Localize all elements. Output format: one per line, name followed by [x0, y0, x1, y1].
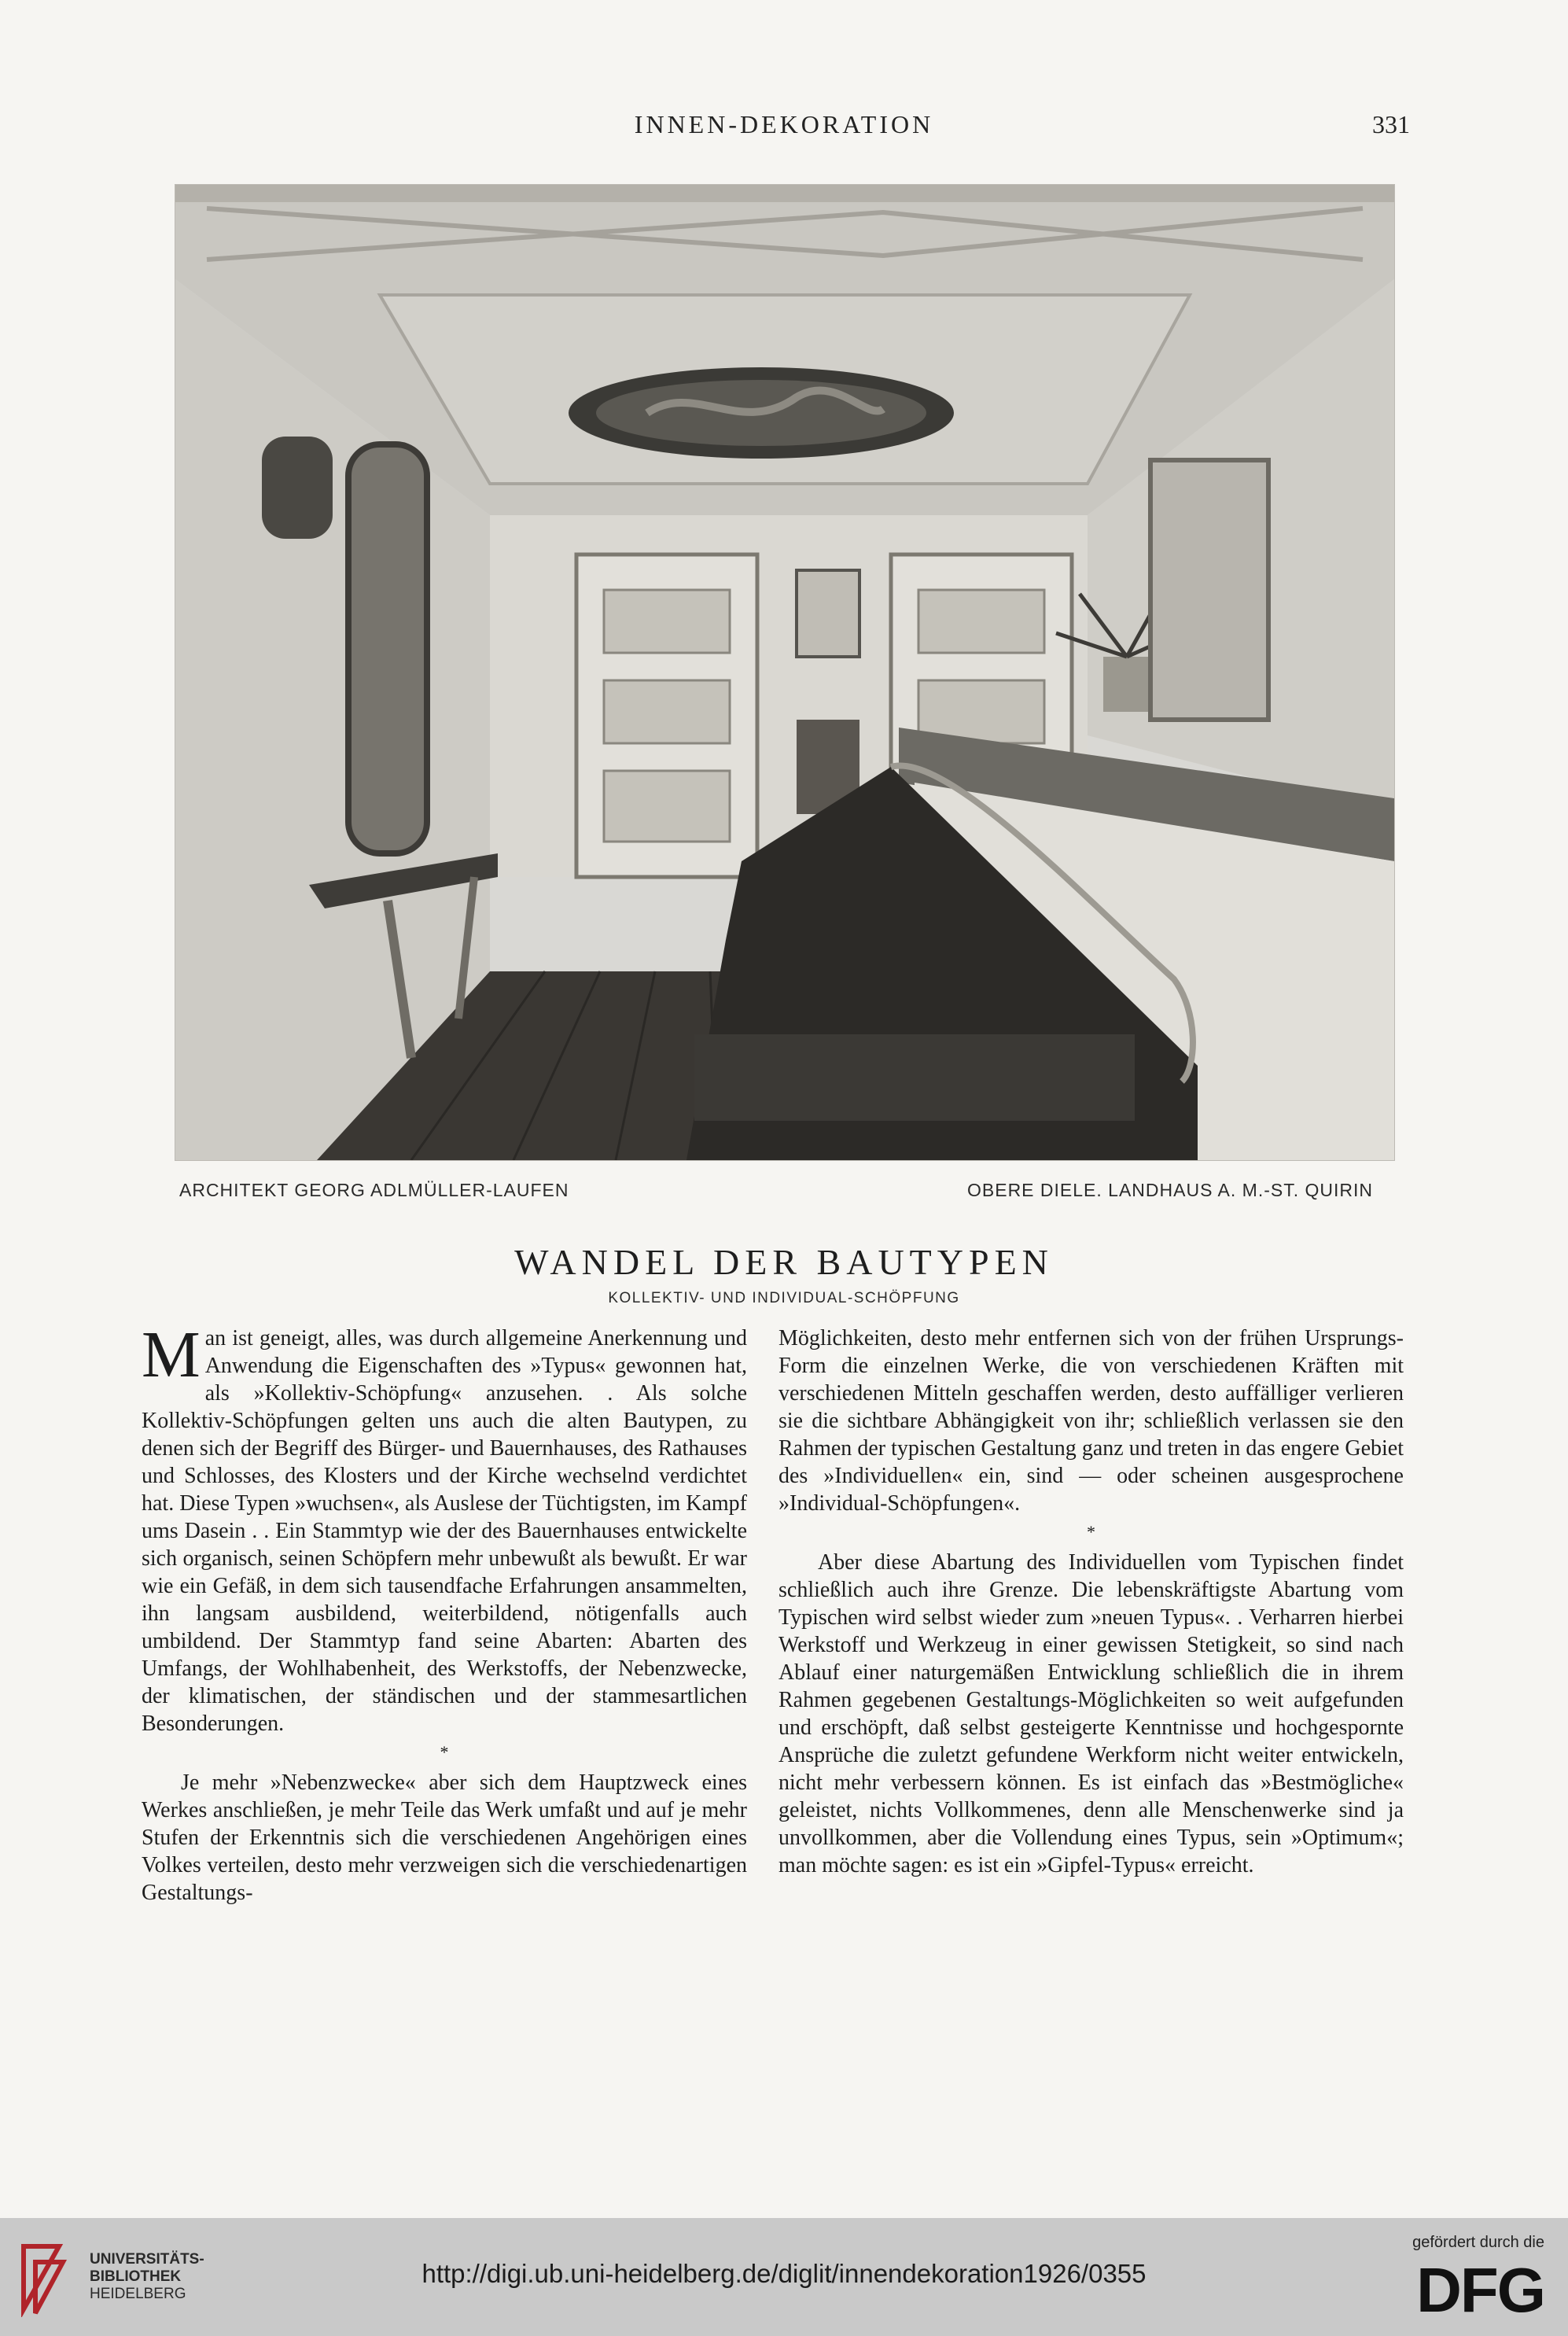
text-column-right — [778, 1325, 1404, 1879]
interior-photograph — [175, 184, 1395, 1161]
paragraph-text: an ist geneigt, alles, was durch allgemeine Anerkennung und Anwendung die Eigenschaften des »Typus« gewonnen hat, als »Kollektiv-Schöpfung« anzusehen. . Als solche Kollektiv-Schöpfungen gelten uns auch die alten Bautypen, zu denen sich der Begriff des Bürger- und Bauernhauses, des Rathauses und Schlosses, des Klosters und der Kirche wechselnd verdichtet hat. Diese Typen »wuchsen«, als Auslese der Tüchtigsten, im Kampf ums Dasein . . Ein Stammtyp wie der des Bauernhauses entwickelte sich organisch, seinen Schöpfern mehr unbewußt als bewußt. Er war wie ein Gefäß, in dem sich tausendfache Erfahrungen ansammelten, ihn langsam ausbildend, weiterbildend, nötigenfalls auch umbildend. Der Stammtyp fand seine Abarten: Abarten des Umfangs, der Wohlhabenheit, des Werkstoffs, der Nebenzwecke, der klimatischen, der ständischen und der stammesartlichen Besonderungen. — [142, 1326, 747, 1736]
paragraph: Möglichkeiten, desto mehr entfernen sich von der frühen Ursprungs-Form die einzelnen Werke, die von verschiedenen Kräften mit verschiedenen Mitteln geschaffen werden, desto auffälliger verlieren sie die sichtbare Abhängigkeit von ihr; schließlich verlassen sie den Rahmen der typischen Gestaltung ganz und treten in das engere Gebiet des »Individuellen« ein, sind — oder scheinen ausgesprochene »Individual-Schöpfungen«. — [778, 1326, 1404, 1516]
paragraph: Aber diese Abartung des Individuellen vom Typischen findet schließlich auch ihre Grenze. Die lebenskräftigste Abartung vom Typischen wird selbst wieder zum »neuen Typus«. . Verharren hierbei Werkstoff und Werkzeug in einer gewissen Stetigkeit, so sind nach Ablauf einer naturgemäßen Entwicklung schließlich die in ihrem Rahmen gegebenen Gestaltungs-Möglichkeiten so weit aufgefunden und erschöpft, daß selbst gesteigerte Kenntnisse und hochgespornte Ansprüche die zuletzt gefundene Werkform nicht weiter entwickeln, nicht mehr verbessern können. Es ist einfach das »Bestmögliche« geleistet, nichts Vollkommenes, denn alle Menschenwerke sind ja unvollkommen, aber die Vollendung eines Typus, sein »Optimum«; man möchte sagen: es ist ein »Gipfel-Typus« erreicht. — [778, 1550, 1404, 1877]
dfg-logo: DFG — [1416, 2255, 1544, 2325]
section-divider-star: * — [1087, 1522, 1095, 1542]
page-number: 331 — [1372, 110, 1410, 138]
library-name: UNIVERSITÄTS- BIBLIOTHEK HEIDELBERG — [90, 2251, 204, 2302]
text-column-left — [142, 1318, 747, 1907]
paragraph: Je mehr »Nebenzwecke« aber sich dem Hauptzweck eines Werkes anschließen, je mehr Teile das Werk umfaßt und auf je mehr Stufen der Erkenntnis sich die verschiedenen Angehörigen eines Volkes verteilen, desto mehr verzweigen sich die verschiedenartigen Gestaltungs- — [142, 1770, 747, 1905]
running-head: INNEN-DEKORATION — [634, 110, 934, 138]
source-url-link[interactable]: http://digi.ub.uni-heidelberg.de/diglit/innendekoration1926/0355 — [421, 2259, 1147, 2288]
digitization-footer — [0, 2218, 1568, 2336]
section-divider-star: * — [440, 1742, 449, 1762]
article-subtitle: KOLLEKTIV- UND INDIVIDUAL-SCHÖPFUNG — [608, 1290, 960, 1306]
paragraph — [142, 1318, 747, 1737]
article-title: WANDEL DER BAUTYPEN — [514, 1242, 1054, 1282]
hall-interior-illustration — [175, 185, 1394, 1160]
photo-caption-architect: ARCHITEKT GEORG ADLMÜLLER-LAUFEN — [179, 1180, 569, 1200]
funding-note: gefördert durch die — [1412, 2234, 1544, 2251]
photo-caption-location: OBERE DIELE. LANDHAUS A. M.-ST. QUIRIN — [967, 1180, 1373, 1200]
drop-cap: M — [142, 1318, 201, 1391]
